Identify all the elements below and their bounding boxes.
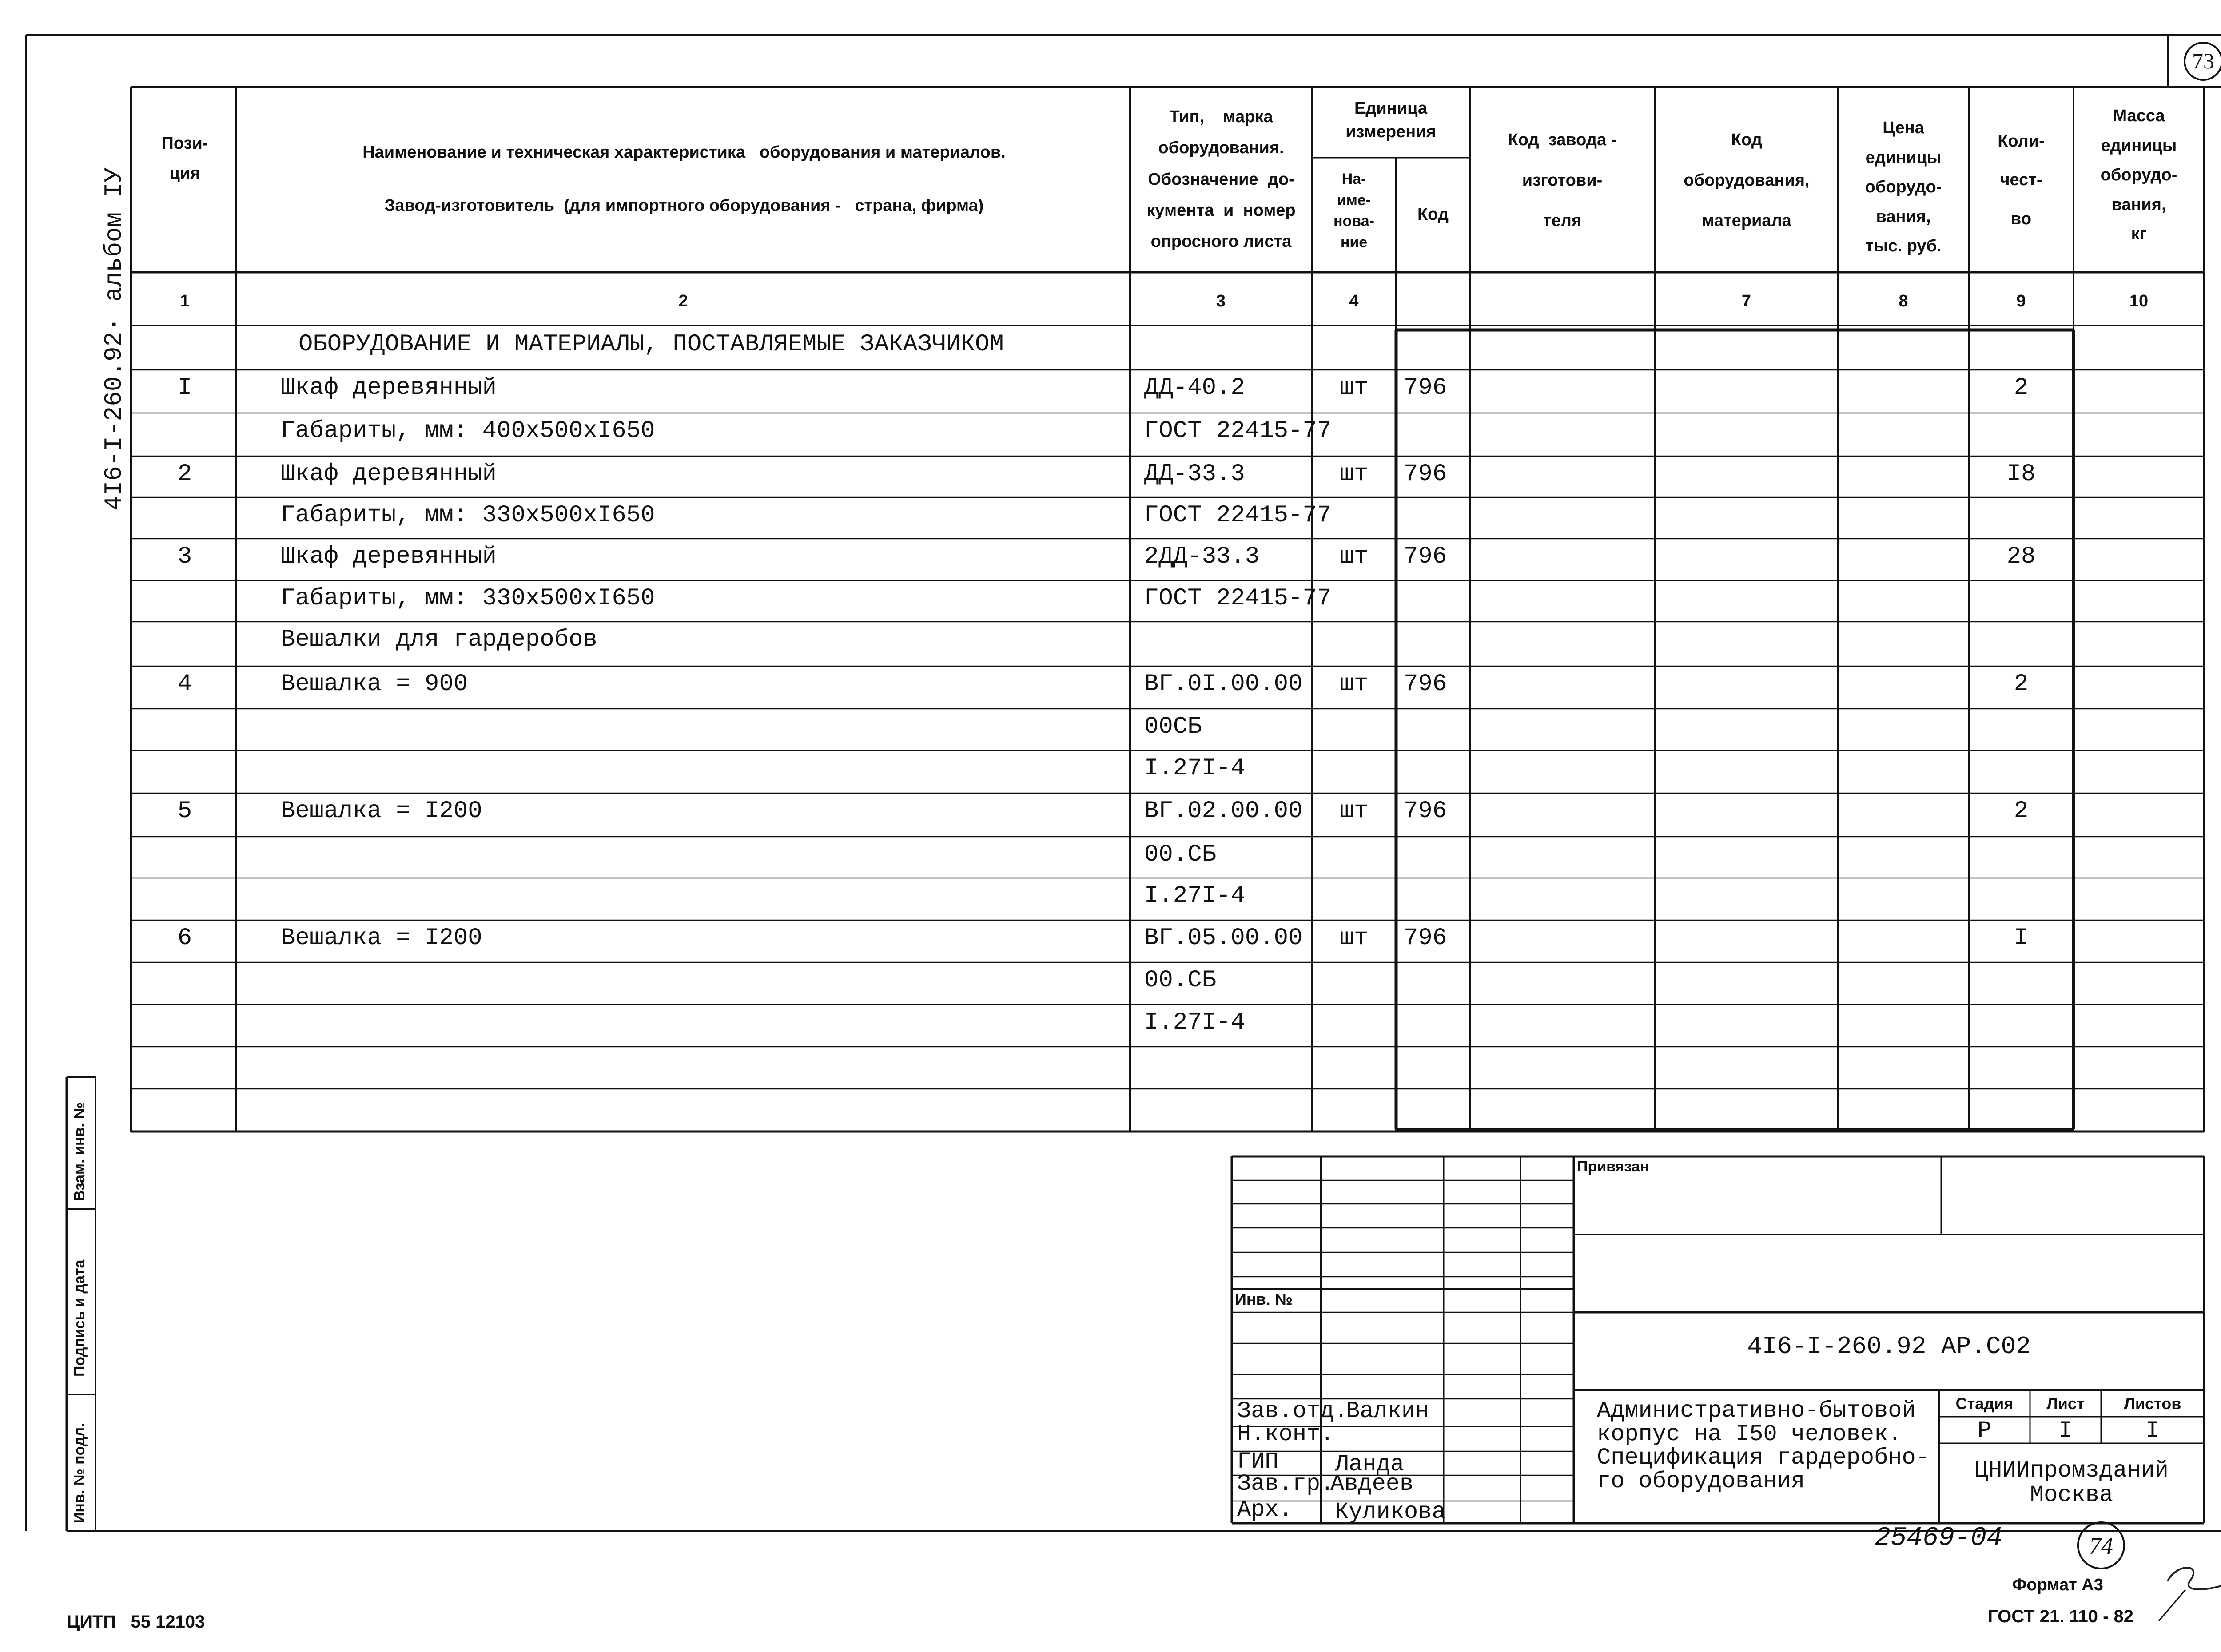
spec-cell-code: 796 xyxy=(1404,671,1447,698)
header-unit-name: На- име- нова- ние xyxy=(1333,171,1374,251)
spec-cell-type: 2ДД-33.3 xyxy=(1144,543,1260,570)
sheet-number-top: 73 xyxy=(2192,48,2214,73)
spec-cell-qty: 2 xyxy=(2014,671,2029,698)
spec-cell-name: Габариты, мм: 400х500хI650 xyxy=(281,417,655,445)
spec-cell-code: 796 xyxy=(1404,925,1447,952)
spec-cell-pos: 4 xyxy=(177,671,192,698)
spec-cell-name: Вешалка = 900 xyxy=(281,671,468,698)
title-line-2: корпус на I50 человек. xyxy=(1597,1421,1902,1448)
spec-cell-type: ВГ.05.00.00 xyxy=(1144,925,1303,952)
margin-vzam-inv: Взам. инв. № xyxy=(71,1102,88,1201)
spec-cell-type: ВГ.0I.00.00 xyxy=(1144,671,1303,698)
stage-label: Стадия xyxy=(1955,1394,2014,1413)
header-price: Цена единицы оборудо- вания, тыс. руб. xyxy=(1865,119,1942,255)
header-factory-code: Код завода - изготови- теля xyxy=(1508,131,1617,230)
spec-cell-unit: шт xyxy=(1339,671,1369,698)
organization xyxy=(1939,1459,2204,1507)
header-name-line2: Завод-изготовитель (для импортного оборудования - страна, фирма) xyxy=(384,196,984,215)
spec-cell-code: 796 xyxy=(1404,374,1447,401)
spec-cell-pos: 2 xyxy=(177,461,192,488)
header-name-line1: Наименование и техническая характеристика оборудования и материалов. xyxy=(362,143,1006,162)
spec-cell-name: Шкаф деревянный xyxy=(281,461,497,488)
spec-cell-unit: шт xyxy=(1339,374,1369,401)
margin-inv-podl: Инв. № подл. xyxy=(71,1423,88,1523)
sig-name-3: Ланда xyxy=(1335,1451,1405,1477)
spec-cell-unit: шт xyxy=(1339,461,1369,488)
sheet-label: Лист xyxy=(2046,1394,2085,1413)
header-position: Пози- ция xyxy=(161,134,208,183)
spec-cell-name: Вешалка = I200 xyxy=(281,925,482,952)
spec-cell-unit: шт xyxy=(1339,925,1369,952)
colnum-3: 3 xyxy=(1216,292,1226,310)
sig-name-5: Куликова xyxy=(1335,1499,1446,1525)
title-line-3: Спецификация гардеробно- xyxy=(1597,1445,1930,1471)
header-unit-code: Код xyxy=(1417,205,1449,224)
spec-cell-pos: I xyxy=(177,374,192,401)
spec-cell-name: Вешалка = I200 xyxy=(281,798,482,825)
colnum-7: 7 xyxy=(1741,292,1751,310)
sheets-label: Листов xyxy=(2124,1394,2181,1413)
sheets-value: I xyxy=(2145,1418,2160,1444)
sig-role-1: Зав.отд. xyxy=(1237,1398,1348,1424)
sig-role-2: Н.конт. xyxy=(1237,1421,1334,1447)
organization-city: Москва xyxy=(2030,1481,2114,1508)
sig-role-4: Зав.гр. xyxy=(1237,1471,1334,1497)
privyazan-label: Привязан xyxy=(1577,1158,1649,1175)
spec-cell-qty: I8 xyxy=(2006,461,2036,488)
spec-cell-qty: I xyxy=(2014,925,2029,952)
spec-cell-type: ГОСТ 22415-77 xyxy=(1144,502,1332,529)
title-line-1: Административно-бытовой xyxy=(1597,1398,1916,1424)
header-equipment-code: Код оборудования, материала xyxy=(1684,131,1810,230)
spec-cell-unit: шт xyxy=(1339,543,1369,570)
title-line-4: го оборудования xyxy=(1597,1468,1805,1495)
sig-name-1: Валкин xyxy=(1346,1398,1429,1424)
spec-cell-qty: 28 xyxy=(2006,543,2036,570)
spec-cell-type: 00СБ xyxy=(1144,713,1202,740)
spec-cell-qty: 2 xyxy=(2014,374,2029,401)
header-type: Тип, марка оборудования. Обозначение до- кумента и номер опросного листа xyxy=(1146,107,1296,251)
header-mass: Масса единицы оборудо- вания, кг xyxy=(2100,107,2177,243)
album-label: 4I6-I-260.92· альбом IУ xyxy=(100,167,128,511)
spec-cell-type: ДД-33.3 xyxy=(1144,461,1245,488)
spec-cell-type: 00.СБ xyxy=(1144,841,1217,868)
stage-value: Р xyxy=(1977,1418,1992,1444)
colnum-1: 1 xyxy=(180,292,190,310)
sig-name-4: Авдеев xyxy=(1330,1471,1414,1497)
spec-cell-name: Шкаф деревянный xyxy=(281,374,497,401)
spec-cell-name: Вешалки для гардеробов xyxy=(281,626,597,653)
spec-cell-pos: 5 xyxy=(177,798,192,825)
document-title xyxy=(1597,1399,1930,1493)
margin-podpis-data: Подпись и дата xyxy=(71,1259,88,1377)
spec-cell-type: 00.СБ xyxy=(1144,967,1217,994)
sig-role-5: Арх. xyxy=(1237,1497,1293,1523)
spec-cell-name: ОБОРУДОВАНИЕ И МАТЕРИАЛЫ, ПОСТАВЛЯЕМЫЕ ЗАКАЗЧИКОМ xyxy=(299,331,1004,358)
handwritten-number: 25469-04 xyxy=(1875,1523,2003,1553)
colnum-9: 9 xyxy=(2016,292,2026,310)
sheet-value: I xyxy=(2058,1418,2073,1444)
spec-cell-code: 796 xyxy=(1404,461,1447,488)
spec-cell-type: ГОСТ 22415-77 xyxy=(1144,417,1332,445)
spec-cell-pos: 6 xyxy=(177,925,192,952)
colnum-8: 8 xyxy=(1899,292,1908,310)
spec-cell-name: Габариты, мм: 330х500хI650 xyxy=(281,502,655,529)
spec-cell-code: 796 xyxy=(1404,543,1447,570)
colnum-4: 4 xyxy=(1349,292,1359,310)
spec-cell-pos: 3 xyxy=(177,543,192,570)
header-unit-group: Единица измерения xyxy=(1345,99,1436,142)
spec-cell-name: Шкаф деревянный xyxy=(281,543,497,570)
colnum-10: 10 xyxy=(2129,292,2149,310)
header-quantity: Коли- чест- во xyxy=(1998,132,2045,228)
spec-cell-type: ДД-40.2 xyxy=(1144,374,1245,401)
organization-name: ЦНИИпромзданий xyxy=(1974,1457,2169,1484)
spec-cell-type: ГОСТ 22415-77 xyxy=(1144,585,1332,612)
inv-no-label: Инв. № xyxy=(1235,1290,1293,1308)
spec-cell-name: Габариты, мм: 330х500хI650 xyxy=(281,585,655,612)
spec-cell-type: I.27I-4 xyxy=(1144,1009,1245,1036)
spec-cell-type: I.27I-4 xyxy=(1144,755,1245,782)
spec-cell-code: 796 xyxy=(1404,798,1447,825)
sig-role-3: ГИП xyxy=(1237,1449,1279,1475)
format-label: Формат А3 xyxy=(2012,1576,2103,1594)
spec-cell-unit: шт xyxy=(1339,798,1369,825)
bottom-left-code: ЦИТП 55 12103 xyxy=(67,1612,205,1632)
colnum-2: 2 xyxy=(678,292,688,310)
spec-cell-type: I.27I-4 xyxy=(1144,882,1245,909)
sheet-number-bottom: 74 xyxy=(2089,1533,2113,1559)
document-code: 4I6-I-260.92 АР.С02 xyxy=(1747,1332,2031,1361)
spec-cell-qty: 2 xyxy=(2014,798,2029,825)
spec-cell-type: ВГ.02.00.00 xyxy=(1144,798,1303,825)
gost-reference: ГОСТ 21. 110 - 82 xyxy=(1988,1607,2133,1626)
